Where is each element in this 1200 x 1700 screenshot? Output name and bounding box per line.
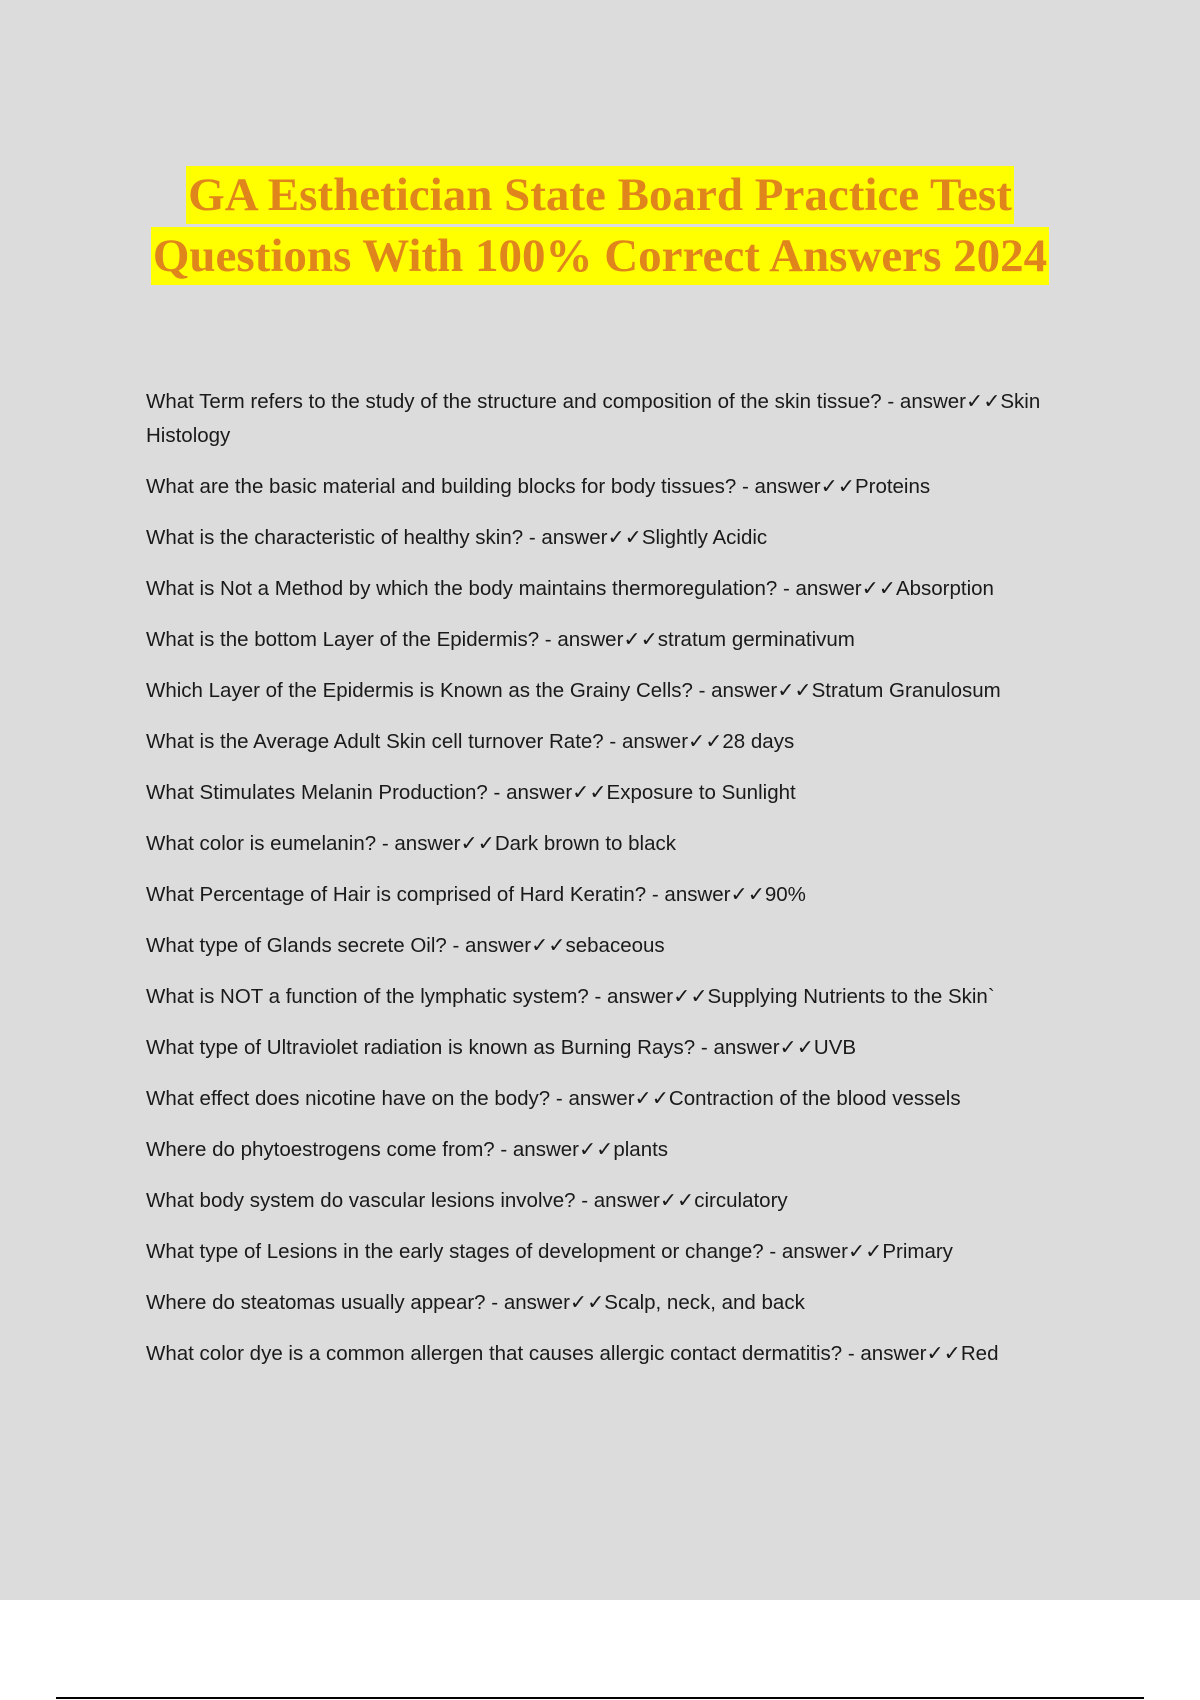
document-title [0,166,1200,288]
answer-text: 90% [764,883,806,906]
answer-label: answer [512,1138,579,1161]
question-text: What Term refers to the study of the structure and composition of the skin tissue? [146,390,882,413]
answer-label: answer [465,934,532,957]
answer-text: plants [613,1138,669,1161]
separator: - [550,1087,569,1110]
separator: - [446,934,466,957]
qa-item [146,1031,1086,1065]
qa-item [146,1286,1086,1320]
qa-item [146,929,1086,963]
title-line-2: Questions With 100% Correct Answers 2024 [151,227,1049,285]
answer-label: answer [506,781,573,804]
separator: - [692,679,712,702]
answer-text: Slightly Acidic [641,526,768,549]
separator: - [777,577,796,600]
question-text: What Percentage of Hair is comprised of Hard Keratin? [146,883,647,906]
double-check-icon: ✓✓ [607,526,642,549]
qa-item [146,674,1086,708]
question-text: Where do steatomas usually appear? [146,1291,486,1314]
qa-item [146,1184,1086,1218]
question-text: What is Not a Method by which the body maintains thermoregulation? [146,577,778,600]
question-text: What is NOT a function of the lymphatic system? [146,985,589,1008]
question-text: What body system do vascular lesions involve? [146,1189,576,1212]
question-text: What color is eumelanin? [146,832,377,855]
answer-label: answer [781,1240,848,1263]
qa-item [146,878,1086,912]
answer-text: Absorption [895,577,994,600]
answer-label: answer [899,390,967,413]
qa-item [146,521,1086,555]
answer-label: answer [607,985,674,1008]
question-text: What color dye is a common allergen that causes allergic contact dermatitis? [146,1342,843,1365]
double-check-icon: ✓✓ [820,475,855,498]
separator: - [494,1138,513,1161]
answer-label: answer [394,832,461,855]
qa-item [146,1133,1086,1167]
answer-text: Contraction of the blood vessels [668,1087,961,1110]
qa-item [146,385,1086,453]
qa-item [146,1235,1086,1269]
qa-item [146,776,1086,810]
double-check-icon: ✓✓ [926,1342,961,1365]
answer-text: Exposure to Sunlight [606,781,796,804]
double-check-icon: ✓✓ [847,1240,883,1263]
answer-label: answer [860,1342,927,1365]
answer-text: Red [960,1342,999,1365]
answer-text: Dark brown to black [494,832,677,855]
answer-label: answer [557,628,624,651]
answer-label: answer [593,1189,660,1212]
answer-text: Proteins [854,475,931,498]
double-check-icon: ✓✓ [460,832,495,855]
separator: - [881,390,900,413]
question-text: What is the Average Adult Skin cell turnover Rate? [146,730,604,753]
answer-text: Scalp, neck, and back [604,1291,805,1314]
question-text: What is the characteristic of healthy skin? [146,526,524,549]
double-check-icon: ✓✓ [578,1138,614,1161]
qa-item [146,827,1086,861]
separator: - [487,781,507,804]
title-line-1: GA Esthetician State Board Practice Test [186,166,1014,224]
qa-item [146,980,1086,1014]
double-check-icon: ✓✓ [623,628,658,651]
answer-text: Primary [882,1240,953,1263]
question-answer-list [146,385,1086,1388]
footer-divider [56,1697,1144,1699]
separator: - [763,1240,782,1263]
answer-label: answer [541,526,608,549]
double-check-icon: ✓✓ [730,883,765,906]
double-check-icon: ✓✓ [861,577,896,600]
answer-text: 28 days [722,730,795,753]
double-check-icon: ✓✓ [531,934,566,957]
double-check-icon: ✓✓ [688,730,723,753]
answer-label: answer [664,883,731,906]
answer-label: answer [754,475,821,498]
separator: - [376,832,395,855]
question-text: What is the bottom Layer of the Epidermis? [146,628,540,651]
double-check-icon: ✓✓ [673,985,708,1008]
qa-item [146,470,1086,504]
question-text: Where do phytoestrogens come from? [146,1138,495,1161]
answer-label: answer [795,577,862,600]
answer-label: answer [503,1291,570,1314]
qa-item [146,572,1086,606]
answer-text: Supplying Nutrients to the Skin` [707,985,995,1008]
answer-text: Stratum Granulosum [811,679,1001,702]
answer-label: answer [568,1087,635,1110]
separator: - [603,730,622,753]
double-check-icon: ✓✓ [659,1189,695,1212]
answer-label: answer [621,730,689,753]
qa-item [146,725,1086,759]
separator: - [842,1342,861,1365]
separator: - [539,628,558,651]
answer-label: answer [713,1036,780,1059]
double-check-icon: ✓✓ [777,679,812,702]
separator: - [485,1291,504,1314]
separator: - [695,1036,714,1059]
double-check-icon: ✓✓ [572,781,607,804]
question-text: Which Layer of the Epidermis is Known as the Grainy Cells? [146,679,693,702]
separator: - [523,526,542,549]
answer-text: circulatory [694,1189,788,1212]
qa-item [146,1337,1086,1371]
double-check-icon: ✓✓ [966,390,1001,413]
qa-item [146,623,1086,657]
answer-text: Skin Histology [146,390,1041,447]
double-check-icon: ✓✓ [634,1087,669,1110]
question-text: What effect does nicotine have on the body? [146,1087,551,1110]
question-text: What type of Ultraviolet radiation is known as Burning Rays? [146,1036,696,1059]
double-check-icon: ✓✓ [569,1291,605,1314]
double-check-icon: ✓✓ [779,1036,814,1059]
question-text: What are the basic material and building blocks for body tissues? [146,475,737,498]
answer-text: UVB [813,1036,857,1059]
answer-label: answer [711,679,778,702]
qa-item [146,1082,1086,1116]
question-text: What type of Glands secrete Oil? [146,934,447,957]
separator: - [736,475,755,498]
question-text: What Stimulates Melanin Production? [146,781,488,804]
question-text: What type of Lesions in the early stages of development or change? [146,1240,764,1263]
answer-text: sebaceous [565,934,665,957]
separator: - [646,883,665,906]
answer-text: stratum germinativum [657,628,855,651]
separator: - [575,1189,594,1212]
separator: - [588,985,608,1008]
